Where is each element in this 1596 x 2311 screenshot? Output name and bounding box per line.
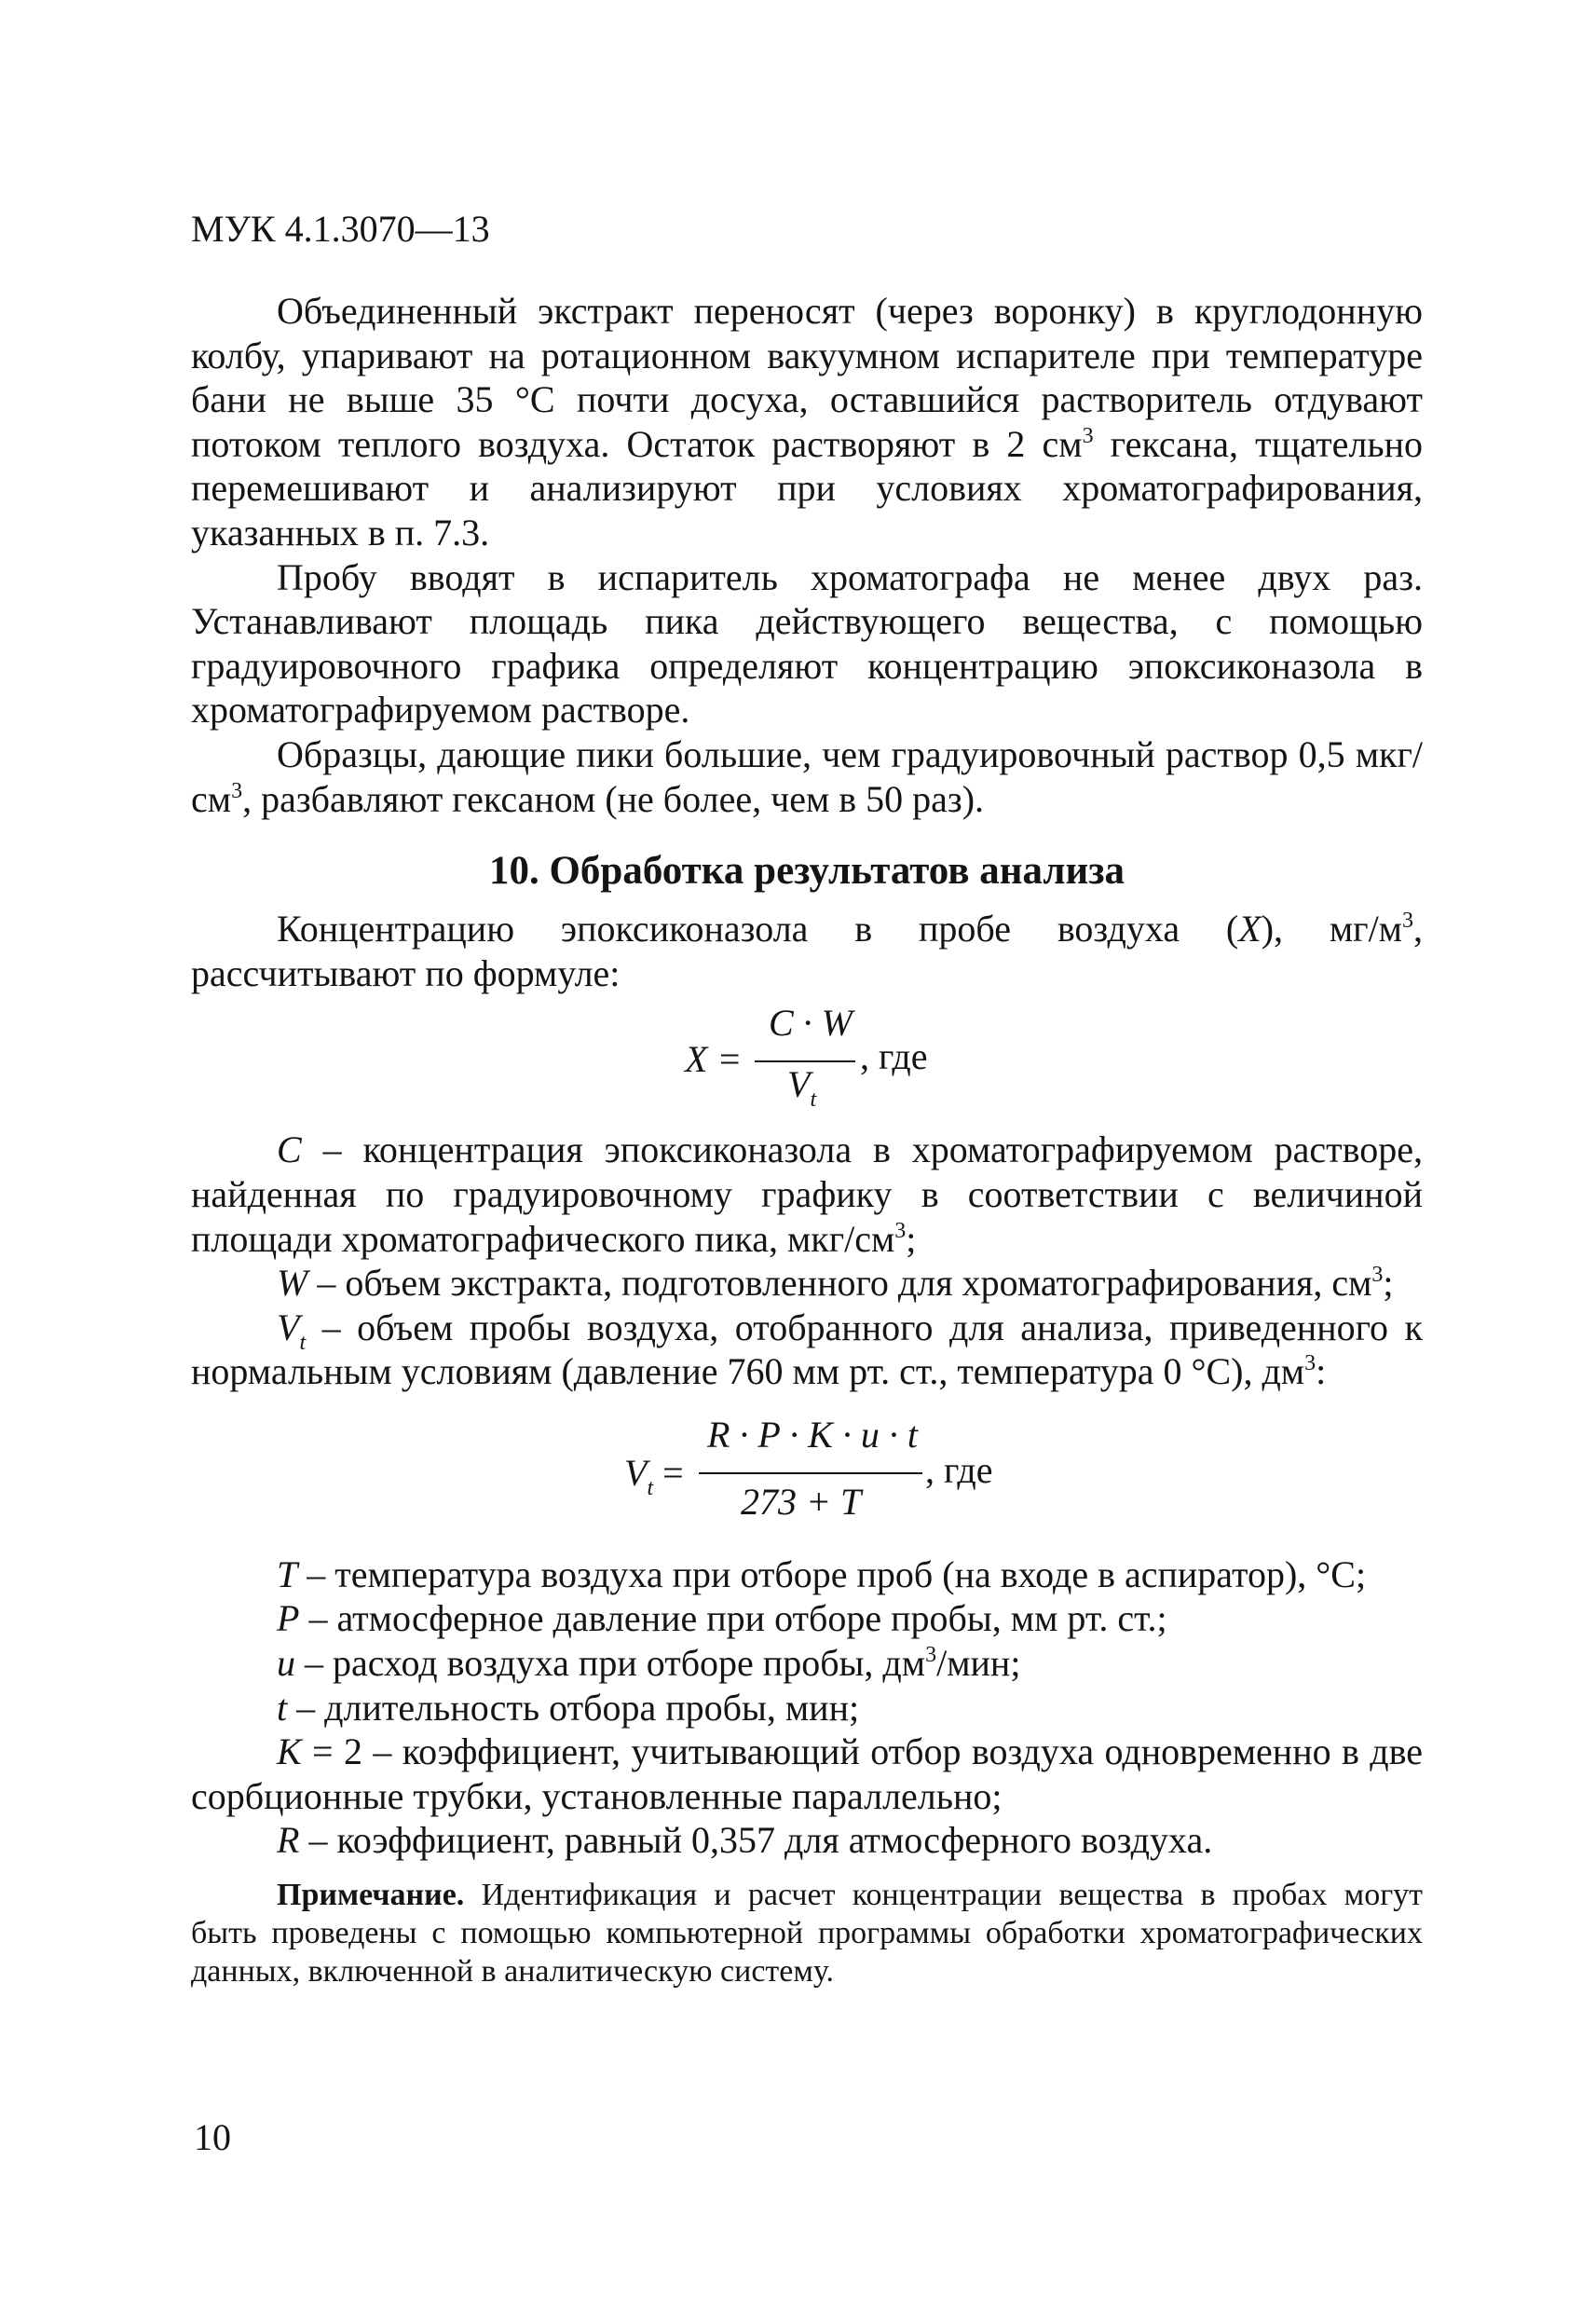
symbol-c: C xyxy=(277,1128,302,1171)
note-paragraph xyxy=(191,1876,1423,1990)
paragraph-text: Пробу вводят в испаритель хроматографа не менее двух раз. Устанавливают площадь пика действующего вещества, с помощью градуировочного графика определяют концентрацию эпоксиконазола в хроматографируемом растворе. xyxy=(191,555,1423,732)
formula-volume xyxy=(191,1407,1423,1545)
variable-t-upper xyxy=(191,1552,1423,1597)
formula-denominator: $V_t$ xyxy=(787,1063,817,1113)
symbol-r: R xyxy=(277,1819,300,1862)
symbol-p: P xyxy=(277,1597,300,1640)
formula-lhs: X = xyxy=(685,1038,743,1081)
superscript-3: 3 xyxy=(1304,1351,1316,1376)
variable-x: X xyxy=(1238,908,1262,950)
variable-t xyxy=(191,1686,1423,1730)
formula-numerator: R · P · K · u · t xyxy=(707,1413,918,1456)
page-number: 10 xyxy=(194,2116,231,2158)
variable-u xyxy=(191,1641,1423,1686)
paragraph-text: ), мг/м xyxy=(1261,908,1402,950)
definition-text: – температура воздуха при отборе проб (на входе в аспиратор), °С; xyxy=(297,1552,1367,1595)
symbol-w: W xyxy=(277,1262,308,1305)
formula-denominator: 273 + T xyxy=(741,1480,862,1523)
definition-text: – расход воздуха при отборе пробы, дм xyxy=(295,1642,926,1685)
superscript-3: 3 xyxy=(231,778,243,803)
symbol-u: u xyxy=(277,1642,295,1685)
symbol-v: V xyxy=(277,1306,300,1348)
paragraph-concentration-intro xyxy=(191,907,1423,995)
paragraph-text: , рассчитывают по формуле: xyxy=(191,908,1423,994)
formula-where: , где xyxy=(860,1035,928,1078)
definition-text: – длительность отбора пробы, мин; xyxy=(287,1686,860,1729)
symbol-t-upper: T xyxy=(277,1552,298,1595)
symbol-t: t xyxy=(277,1686,288,1729)
note-label: Примечание. xyxy=(277,1878,465,1913)
definition-text: = 2 – коэффициент, учитывающий отбор воздуха одновременно в две сорбционные трубки, установленные параллельно; xyxy=(191,1730,1423,1817)
fraction-bar xyxy=(699,1472,922,1474)
paragraph-extract xyxy=(191,289,1423,555)
definition-text: /мин; xyxy=(936,1642,1021,1685)
paragraph-text: Концентрацию эпоксиконазола в пробе воздуха ( xyxy=(277,908,1239,950)
symbol-k: K xyxy=(277,1730,302,1773)
paragraph-text: гексана, тщательно перемешивают и анализируют при условиях хроматографирования, указанных в п. 7.3. xyxy=(191,422,1423,554)
paragraph-text: Образцы, дающие пики большие, чем градуировочный раствор 0,5 мкг/см xyxy=(191,732,1423,820)
definition-text: – коэффициент, равный 0,357 для атмосферного воздуха. xyxy=(299,1819,1213,1862)
definition-text: – объем пробы воздуха, отобранного для анализа, приведенного к нормальным условиям (давление 760 мм рт. ст., температура 0 °С), дм xyxy=(191,1306,1423,1393)
document-code: МУК 4.1.3070—13 xyxy=(191,208,490,250)
paragraph-dilution xyxy=(191,732,1423,821)
definition-w: W – объем экстракта, подготовленного для хроматографирования, $см^3$; xyxy=(277,1262,1394,1305)
definition-vt xyxy=(191,1306,1423,1394)
note-text: Идентификация и расчет концентрации вещества в пробах могут быть проведены с помощью компьютерной программы обработки хроматографических данных, включенной в аналитическую систему. xyxy=(191,1878,1423,1990)
subscript-t: t xyxy=(299,1330,307,1355)
variable-r xyxy=(191,1818,1423,1863)
definition-text: – атмосферное давление при отборе пробы, мм рт. ст.; xyxy=(299,1597,1167,1640)
formula-concentration xyxy=(191,1002,1423,1120)
paragraph-injection xyxy=(191,555,1423,732)
formula-lhs: $V_t$ = xyxy=(624,1451,684,1500)
paragraph-text: Объединенный экстракт переносят (через воронку) в круглодонную колбу, упаривают на ротационном вакуумном испарителе при температуре бани не выше 35 °С почти досуха, оставшийся растворитель отдувают потоком теплого воздуха. Остаток растворяют в 2 см xyxy=(191,290,1423,465)
paragraph-text: , разбавляют гексаном (не более, чем в 50 раз). xyxy=(242,777,985,820)
superscript-3: 3 xyxy=(925,1643,937,1668)
formula-where: , где xyxy=(925,1448,993,1491)
variable-k xyxy=(191,1730,1423,1818)
superscript-3: 3 xyxy=(1402,909,1413,934)
definition-text: – объем экстракта, подготовленного для хроматографирования, см xyxy=(307,1262,1372,1305)
document-body xyxy=(191,289,1423,1990)
formula-numerator: C · W xyxy=(769,1002,853,1045)
definition-text: : xyxy=(1316,1350,1327,1393)
definition-c: C – концентрация эпоксиконазола в хроматографируемом растворе, найденная по градуировочному графику в соответствии с величиной площади хроматографического пика, мкг/$см^3$; xyxy=(191,1128,1423,1260)
definition-text: – концентрация эпоксиконазола в хроматографируемом растворе, найденная по градуировочному графику в соответствии с величиной площади хроматографического пика, мкг/см xyxy=(191,1128,1423,1260)
section-heading: 10. Обработка результатов анализа xyxy=(488,849,1125,894)
variable-p xyxy=(191,1596,1423,1641)
superscript-3: 3 xyxy=(894,1218,907,1243)
superscript-3: 3 xyxy=(1082,423,1094,448)
superscript-3: 3 xyxy=(1371,1263,1384,1288)
